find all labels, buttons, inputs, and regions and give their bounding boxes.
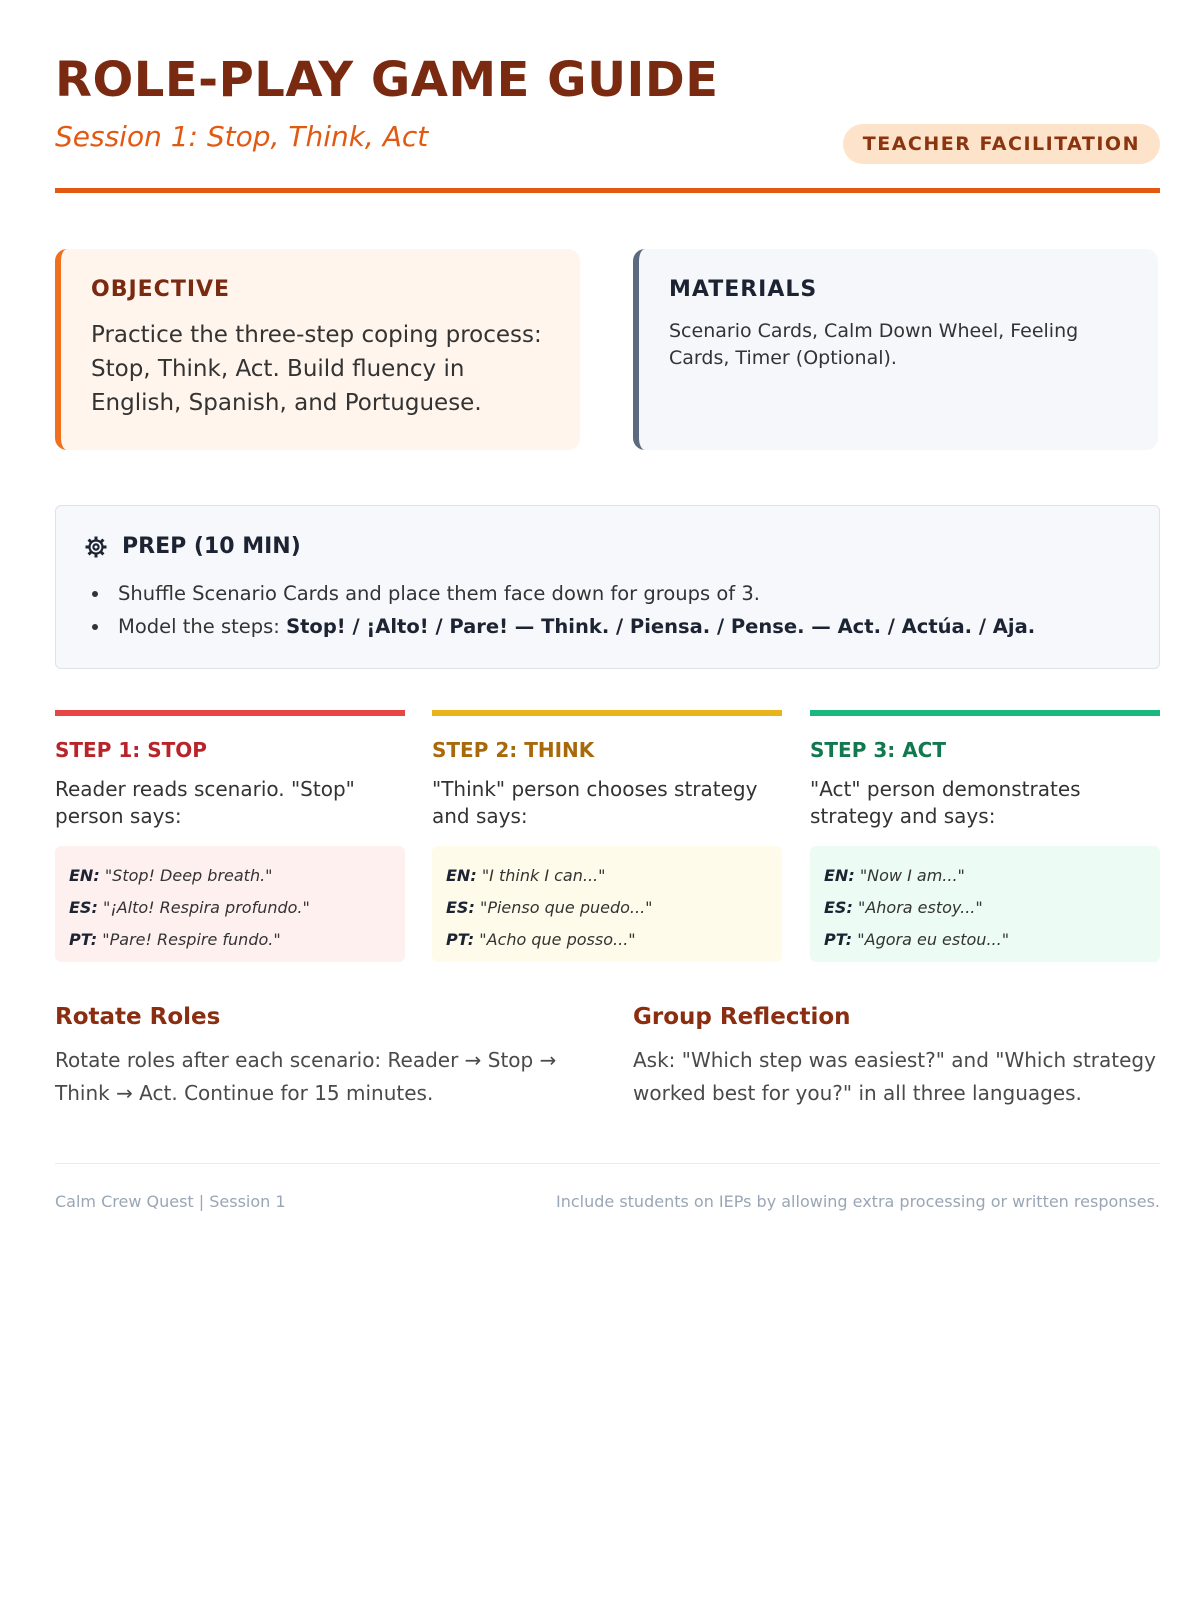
phrase-line: EN: "Stop! Deep breath." [69,866,273,885]
step-act-title: STEP 3: ACT [810,738,947,762]
phrase-line: EN: "Now I am..." [824,866,965,885]
phrase-line: PT: "Agora eu estou..." [824,930,1010,949]
rotate-roles-text: Rotate roles after each scenario: Reader → Stop → Think → Act. Continue for 15 minutes. [55,1048,557,1105]
group-reflection-text: Ask: "Which step was easiest?" and "Which strategy worked best for you?" in all three languages. [633,1048,1156,1105]
phrase-line: ES: "Pienso que puedo..." [446,898,653,917]
group-reflection-section [633,1004,1158,1110]
step-act-phrases [810,846,1160,962]
step-think-bar [432,710,782,716]
rotate-roles-title: Rotate Roles [55,1004,221,1030]
phrase-line: EN: "I think I can..." [446,866,606,885]
step-think-title: STEP 2: THINK [432,738,595,762]
step-stop-phrases [55,846,405,962]
step-act-bar [810,710,1160,716]
page-title: ROLE-PLAY GAME GUIDE [55,52,719,108]
prep-item-shuffle: Shuffle Scenario Cards and place them face down for groups of 3. [84,577,1131,610]
step-think-column [432,710,782,962]
prep-header [84,534,1131,559]
phrase-line: ES: "Ahora estoy..." [824,898,983,917]
teacher-facilitation-badge: TEACHER FACILITATION [843,124,1160,164]
header-divider [55,188,1160,193]
step-stop-bar [55,710,405,716]
prep-list [84,577,1131,643]
footer-session-label: Calm Crew Quest | Session 1 [55,1192,286,1211]
footer-iep-note: Include students on IEPs by allowing extra processing or written responses. [555,1192,1160,1211]
objective-text: Practice the three-step coping process: Stop, Think, Act. Build fluency in English, Spanish, and Portuguese. [91,322,542,416]
phrase-line: PT: "Acho que posso..." [446,930,636,949]
phrase-line: PT: "Pare! Respire fundo." [69,930,281,949]
step-think-phrases [432,846,782,962]
group-reflection-title: Group Reflection [633,1004,851,1030]
materials-text: Scenario Cards, Calm Down Wheel, Feeling Cards, Timer (Optional). [669,320,1079,369]
step-act-description: "Act" person demonstrates strategy and says: [810,777,1081,828]
materials-title: MATERIALS [669,277,818,302]
rotate-roles-section [55,1004,580,1110]
step-stop-column [55,710,405,962]
prep-panel [55,505,1160,669]
page-subtitle: Session 1: Stop, Think, Act [55,120,429,153]
step-act-column [810,710,1160,962]
prep-item-model-steps: Stop! / ¡Alto! / Pare! — Think. / Piensa. / Pense. — Act. / Actúa. / Aja. [286,615,1036,638]
step-stop-description: Reader reads scenario. "Stop" person says: [55,777,355,828]
phrase-line: ES: "¡Alto! Respira profundo." [69,898,310,917]
step-think-description: "Think" person chooses strategy and says: [432,777,758,828]
materials-card [633,249,1158,450]
prep-item-model [84,610,1131,643]
prep-item-model-prefix: Model the steps: [118,615,287,638]
footer-divider [55,1163,1160,1164]
prep-title: PREP (10 MIN) [122,534,301,559]
gear-icon [84,535,108,559]
step-stop-title: STEP 1: STOP [55,738,207,762]
objective-card [55,249,580,450]
objective-title: OBJECTIVE [91,277,231,302]
